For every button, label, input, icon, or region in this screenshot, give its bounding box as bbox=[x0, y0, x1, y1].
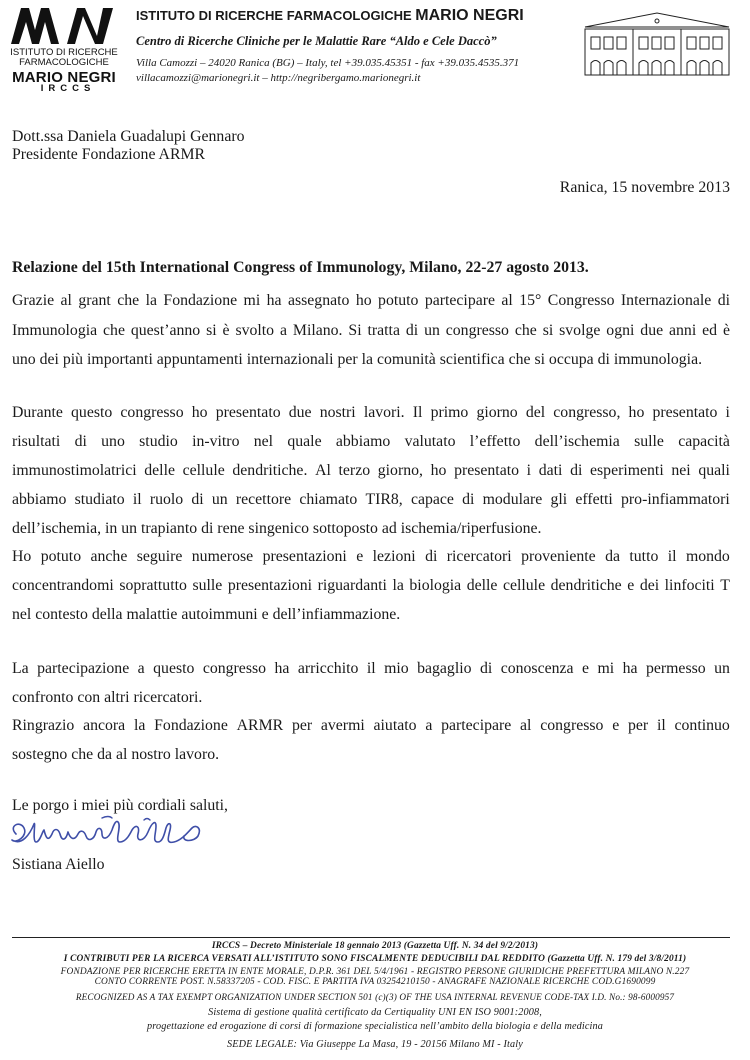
word: a bbox=[137, 660, 145, 677]
word: avermi bbox=[320, 717, 365, 734]
word: linfociti bbox=[664, 577, 715, 594]
word: grant bbox=[78, 292, 111, 309]
word: ho bbox=[191, 404, 208, 421]
word: che bbox=[103, 322, 125, 339]
body-line bbox=[12, 718, 730, 734]
recipient-role: Presidente Fondazione ARMR bbox=[12, 146, 206, 163]
word: Il bbox=[412, 404, 423, 421]
word: modulare bbox=[482, 491, 543, 508]
word: ricercatori bbox=[446, 548, 512, 565]
word: Grazie bbox=[12, 292, 55, 309]
letter-subject: Relazione del 15th International Congress of Immunology, Milano, 22-27 agosto 2013. bbox=[12, 259, 589, 276]
word: due bbox=[640, 322, 664, 339]
footer-line: CONTO CORRENTE POST. N.58337205 - COD. FISC. E PARTITA IVA 03254210150 - ANAGRAFE NAZIONALE RICERCHE COD.G1690099 bbox=[94, 977, 656, 987]
word: Milano. bbox=[292, 322, 343, 339]
word: è bbox=[722, 322, 730, 339]
word: del bbox=[525, 404, 546, 421]
word: numerose bbox=[191, 548, 254, 565]
word: a bbox=[279, 322, 287, 339]
footer-line: SEDE LEGALE: Via Giuseppe La Masa, 19 - 20156 Milano MI - Italy bbox=[227, 1039, 523, 1050]
word: tratta bbox=[367, 322, 400, 339]
word: uno bbox=[101, 433, 125, 450]
word: ha bbox=[266, 292, 282, 309]
body-line bbox=[12, 463, 730, 479]
word: partecipazione bbox=[37, 660, 130, 677]
word: nei bbox=[671, 462, 691, 479]
word: dendritiche bbox=[550, 577, 622, 594]
word: delle bbox=[144, 462, 175, 479]
word: in-vitro bbox=[192, 433, 240, 450]
word: valutato bbox=[404, 433, 456, 450]
word: ARMR bbox=[236, 717, 284, 734]
word: capacità bbox=[678, 433, 730, 450]
body-line bbox=[12, 661, 730, 677]
word: esperimenti bbox=[590, 462, 664, 479]
footer-line: RECOGNIZED AS A TAX EXEMPT ORGANIZATION UNDER SECTION 501 (c)(3) OF THE USA INTERNAL REVENUE CODE-TAX I.D. No.: 98-6000957 bbox=[75, 992, 675, 1002]
word: presentato bbox=[215, 404, 281, 421]
word: quest’anno bbox=[130, 322, 201, 339]
body-line bbox=[12, 578, 730, 594]
body-line bbox=[12, 492, 730, 508]
word: di bbox=[425, 548, 438, 565]
word: abbiamo bbox=[12, 491, 67, 508]
logo-line-1: ISTITUTO DI RICERCHE bbox=[10, 47, 118, 58]
word: giorno, bbox=[377, 462, 423, 479]
word: questo bbox=[71, 404, 113, 421]
word: La bbox=[12, 660, 29, 677]
word: dei bbox=[639, 577, 660, 594]
word: cellule bbox=[182, 462, 225, 479]
body-line: nel contesto della malattie autoimmuni e dell’infiammazione. bbox=[12, 606, 401, 623]
word: abbiamo bbox=[335, 433, 391, 450]
word: due bbox=[288, 404, 312, 421]
word: continuo bbox=[674, 717, 730, 734]
word: lezioni bbox=[372, 548, 416, 565]
word: Fondazione bbox=[163, 292, 238, 309]
word: chiamato bbox=[299, 491, 358, 508]
word: Fondazione bbox=[154, 717, 228, 734]
word: il bbox=[366, 660, 376, 677]
word: cellule bbox=[502, 577, 546, 594]
word: un bbox=[424, 322, 440, 339]
word: nostri bbox=[319, 404, 356, 421]
body-line: dell’ischemia, in un trapianto di rene singenico sottoposto ad ischemia/riperfusione. bbox=[12, 520, 542, 537]
word: da bbox=[605, 548, 620, 565]
word: Ringrazio bbox=[12, 717, 75, 734]
word: anni bbox=[669, 322, 697, 339]
word: e bbox=[627, 577, 635, 594]
word: di bbox=[462, 491, 475, 508]
word: di bbox=[74, 433, 87, 450]
footer-line: I CONTRIBUTI PER LA RICERCA VERSATI ALL’ISTITUTO SONO FISCALMENTE DEDUCIBILI DAL REDDITO (Gazzetta Uff. N. 179 del 3/8/2011) bbox=[63, 954, 687, 964]
word: lavori. bbox=[363, 404, 405, 421]
word: capace bbox=[410, 491, 454, 508]
footer-divider bbox=[12, 937, 730, 938]
word: ho bbox=[430, 462, 447, 479]
word: permesso bbox=[645, 660, 706, 677]
word: di bbox=[570, 462, 583, 479]
body-line bbox=[12, 434, 730, 450]
word: e bbox=[612, 717, 620, 734]
word: svolto bbox=[235, 322, 275, 339]
word: ho bbox=[628, 404, 645, 421]
body-line: confronto con altri ricercatori. bbox=[12, 689, 203, 706]
word: Internazionale bbox=[620, 292, 712, 309]
word: effetti bbox=[575, 491, 613, 508]
word: quali bbox=[698, 462, 730, 479]
word: per bbox=[628, 717, 649, 734]
word: Si bbox=[348, 322, 362, 339]
word: presentato bbox=[652, 404, 718, 421]
word: Al bbox=[315, 462, 331, 479]
body-line bbox=[12, 549, 730, 565]
word: studiato bbox=[74, 491, 125, 508]
body-line: sostegno che da al nostro lavoro. bbox=[12, 746, 220, 763]
word: ha bbox=[274, 660, 290, 677]
word: congresso, bbox=[553, 404, 621, 421]
word: Ho bbox=[12, 548, 32, 565]
closing-salutation: Le porgo i miei più cordiali saluti, bbox=[12, 797, 228, 814]
word: partecipare bbox=[424, 292, 495, 309]
word: la bbox=[133, 717, 146, 734]
footer-line: Sistema di gestione qualità certificato da Certiquality UNI EN ISO 9001:2008, bbox=[208, 1007, 542, 1018]
word: immunostimolatrici bbox=[12, 462, 137, 479]
word: pro-infiammatori bbox=[621, 491, 730, 508]
handwritten-signature bbox=[6, 812, 216, 856]
word: al bbox=[520, 717, 532, 734]
institute-name bbox=[136, 7, 524, 25]
word: delle bbox=[466, 577, 498, 594]
word: si bbox=[206, 322, 217, 339]
word: quale bbox=[287, 433, 322, 450]
footer-line: progettazione ed erogazione di corsi di formazione specialistica nell’ambito della biologia e della medicina bbox=[147, 1021, 603, 1032]
word: di bbox=[479, 660, 493, 677]
word: la bbox=[145, 292, 157, 309]
word: svolge bbox=[559, 322, 601, 339]
word: partecipare bbox=[441, 717, 512, 734]
contact-line: villacamozzi@marionegri.it – http://negribergamo.marionegri.it bbox=[136, 72, 421, 84]
word: ogni bbox=[606, 322, 635, 339]
centre-name: Centro di Ricerche Cliniche per le Malattie Rare “Aldo e Cele Daccò” bbox=[136, 34, 497, 48]
word: Immunologia bbox=[12, 322, 98, 339]
word: mio bbox=[384, 660, 409, 677]
word: 15° bbox=[519, 292, 542, 309]
logo-line-2: FARMACOLOGICHE bbox=[19, 57, 109, 68]
word: soprattutto bbox=[119, 577, 187, 594]
mn-monogram-icon bbox=[5, 4, 123, 48]
word: mi bbox=[243, 292, 261, 309]
word: nel bbox=[253, 433, 274, 450]
word: ha bbox=[622, 660, 638, 677]
word: giorno bbox=[476, 404, 518, 421]
word: ancora bbox=[83, 717, 126, 734]
word: il bbox=[656, 717, 666, 734]
body-line bbox=[12, 323, 730, 339]
word: congresso bbox=[202, 660, 267, 677]
word: al bbox=[501, 292, 513, 309]
word: potuto bbox=[378, 292, 419, 309]
word: congresso bbox=[540, 717, 604, 734]
word: di bbox=[191, 491, 204, 508]
institute-prefix: ISTITUTO DI RICERCHE FARMACOLOGICHE bbox=[136, 8, 416, 23]
word: si bbox=[542, 322, 554, 339]
word: TIR8, bbox=[365, 491, 403, 508]
word: mi bbox=[597, 660, 615, 677]
word: è bbox=[222, 322, 230, 339]
word: seguire bbox=[136, 548, 183, 565]
institute-name-main: MARIO NEGRI bbox=[415, 7, 524, 24]
word: l’effetto bbox=[469, 433, 521, 450]
word: Durante bbox=[12, 404, 63, 421]
word: ed bbox=[702, 322, 718, 339]
body-line: uno dei più importanti appuntamenti internazionali per la comunità scientifica che si occupa di immunologia. bbox=[12, 351, 703, 368]
word: bagaglio bbox=[417, 660, 472, 677]
word: di bbox=[405, 322, 419, 339]
word: a bbox=[425, 717, 433, 734]
word: i bbox=[526, 462, 532, 479]
word: ho bbox=[355, 292, 372, 309]
logo-line-3: MARIO NEGRI bbox=[12, 69, 116, 86]
body-line bbox=[12, 405, 730, 421]
word: i bbox=[725, 404, 730, 421]
word: anche bbox=[90, 548, 128, 565]
word: che bbox=[117, 292, 140, 309]
word: terzo bbox=[338, 462, 371, 479]
word: potuto bbox=[40, 548, 82, 565]
word: recettore bbox=[235, 491, 292, 508]
word: riguardanti bbox=[317, 577, 387, 594]
word: biologia bbox=[409, 577, 462, 594]
word: e bbox=[356, 548, 364, 565]
word: proveniente bbox=[521, 548, 596, 565]
word: assegnato bbox=[287, 292, 350, 309]
word: aiutato bbox=[373, 717, 417, 734]
word: il bbox=[132, 491, 142, 508]
word: un bbox=[714, 660, 730, 677]
footer-line: IRCCS – Decreto Ministeriale 18 gennaio 2013 (Gazzetta Uff. N. 34 del 9/2/2013) bbox=[211, 941, 539, 951]
word: dati bbox=[538, 462, 563, 479]
word: sulle bbox=[192, 577, 223, 594]
word: gli bbox=[550, 491, 568, 508]
word: al bbox=[60, 292, 72, 309]
word: di bbox=[717, 292, 730, 309]
signer-name: Sistiana Aiello bbox=[12, 856, 105, 873]
word: arricchito bbox=[297, 660, 359, 677]
word: la bbox=[392, 577, 404, 594]
word: sulle bbox=[634, 433, 664, 450]
word: congresso bbox=[120, 404, 184, 421]
body-line bbox=[12, 293, 730, 309]
institute-logo bbox=[5, 4, 123, 94]
word: tutto bbox=[629, 548, 659, 565]
word: T bbox=[720, 577, 730, 594]
word: risultati bbox=[12, 433, 61, 450]
word: questo bbox=[153, 660, 195, 677]
letter-date: Ranica, 15 novembre 2013 bbox=[559, 179, 730, 196]
word: dendritiche. bbox=[232, 462, 308, 479]
word: per bbox=[291, 717, 313, 734]
word: mondo bbox=[685, 548, 730, 565]
word: un bbox=[211, 491, 228, 508]
word: congresso bbox=[445, 322, 509, 339]
word: studio bbox=[139, 433, 178, 450]
word: ruolo bbox=[149, 491, 184, 508]
word: concentrandomi bbox=[12, 577, 114, 594]
word: presentazioni bbox=[227, 577, 313, 594]
logo-line-4: IRCCS bbox=[40, 83, 96, 94]
word: conoscenza bbox=[500, 660, 574, 677]
word: presentazioni bbox=[262, 548, 347, 565]
word: il bbox=[667, 548, 677, 565]
recipient-name: Dott.ssa Daniela Guadalupi Gennaro bbox=[12, 128, 245, 145]
institute-building-icon bbox=[583, 11, 731, 77]
word: presentato bbox=[454, 462, 519, 479]
word: e bbox=[581, 660, 589, 677]
word: dell’ischemia bbox=[534, 433, 620, 450]
word: primo bbox=[430, 404, 469, 421]
address-line: Villa Camozzi – 24020 Ranica (BG) – Italy, tel +39.035.45351 - fax +39.035.4535.371 bbox=[136, 57, 520, 69]
footer-line: FONDAZIONE PER RICERCHE ERETTA IN ENTE MORALE, D.P.R. 361 DEL 5/4/1961 - REGISTRO PERSONE GIURIDICHE PREFETTURA MILANO N.227 bbox=[60, 967, 690, 977]
word: Congresso bbox=[547, 292, 615, 309]
word: che bbox=[514, 322, 537, 339]
